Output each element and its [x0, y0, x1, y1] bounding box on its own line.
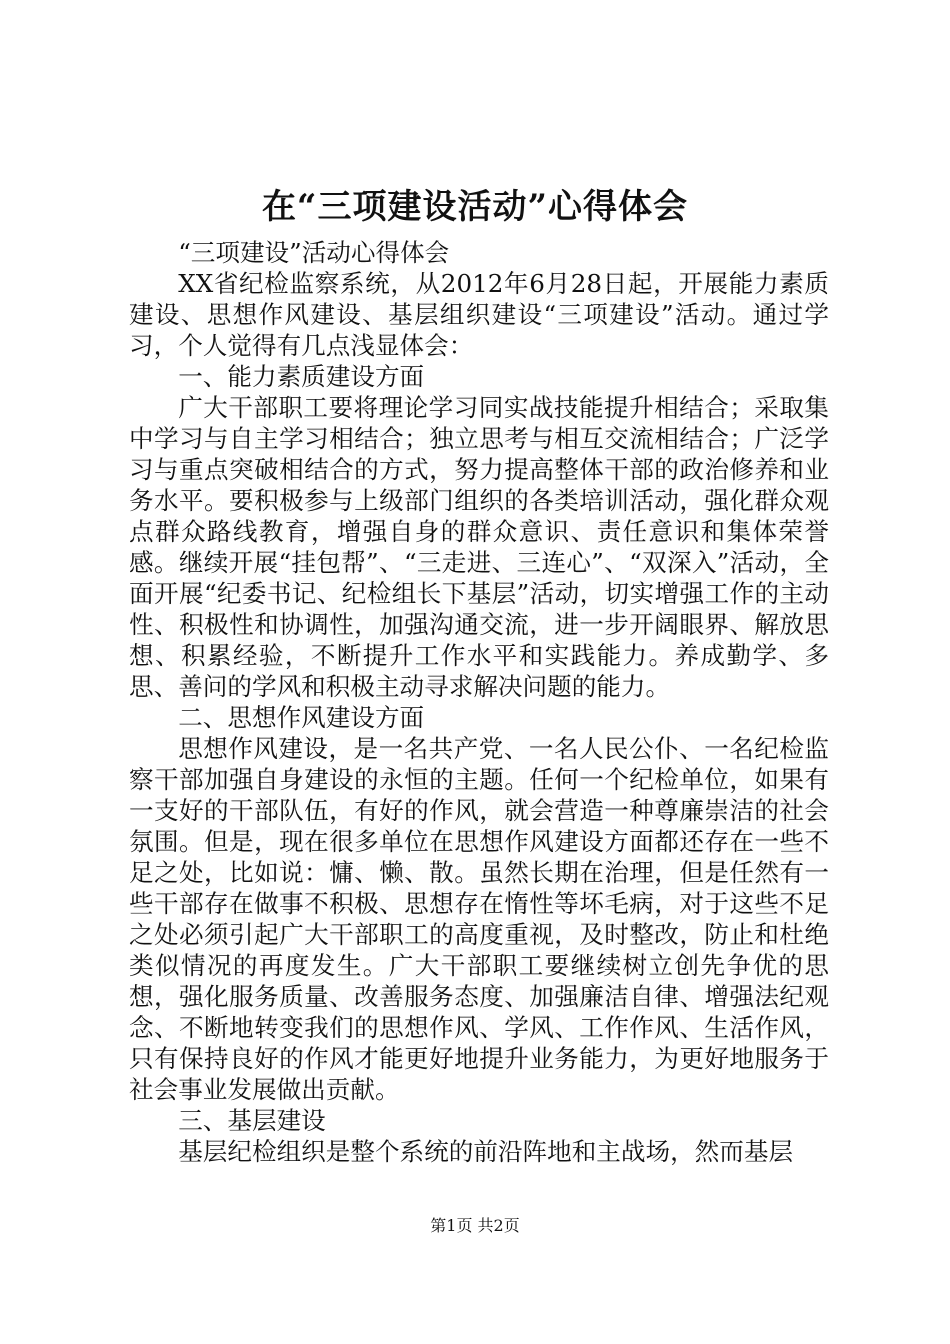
section-heading-style: 二、思想作风建设方面	[178, 703, 425, 732]
page-footer: 第1页 共2页	[430, 1216, 520, 1235]
section-heading-grassroots: 三、基层建设	[178, 1106, 326, 1135]
section-heading-ability: 一、能力素质建设方面	[178, 362, 425, 391]
subtitle-paragraph: “三项建设”活动心得体会	[178, 238, 450, 267]
intro-paragraph: XX省纪检监察系统，从2012年6月28日起，开展能力素质建设、思想作风建设、基层组织建设“三项建设”活动。通过学习，个人觉得有几点浅显体会：	[129, 269, 829, 360]
document-body	[129, 237, 829, 1167]
grassroots-paragraph: 基层纪检组织是整个系统的前沿阵地和主战场，然而基层	[178, 1137, 794, 1166]
document-title: 在“三项建设活动”心得体会	[261, 187, 689, 227]
ability-paragraph: 广大干部职工要将理论学习同实战技能提升相结合；采取集中学习与自主学习相结合；独立思考与相互交流相结合；广泛学习与重点突破相结合的方式，努力提高整体干部的政治修养和业务水平。要积极参与上级部门组织的各类培训活动，强化群众观点群众路线教育，增强自身的群众意识、责任意识和集体荣誉感。继续开展“挂包帮”、“三走进、三连心”、“双深入”活动，全面开展“纪委书记、纪检组长下基层”活动，切实增强工作的主动性、积极性和协调性，加强沟通交流，进一步开阔眼界、解放思想、积累经验，不断提升工作水平和实践能力。养成勤学、多思、善问的学风和积极主动寻求解决问题的能力。	[129, 393, 829, 701]
style-paragraph: 思想作风建设，是一名共产党、一名人民公仆、一名纪检监察干部加强自身建设的永恒的主题。任何一个纪检单位，如果有一支好的干部队伍，有好的作风，就会营造一种尊廉崇洁的社会氛围。但是，现在很多单位在思想作风建设方面都还存在一些不足之处，比如说：慵、懒、散。虽然长期在治理，但是任然有一些干部存在做事不积极、思想存在惰性等坏毛病，对于这些不足之处必须引起广大干部职工的高度重视，及时整改，防止和杜绝类似情况的再度发生。广大干部职工要继续树立创先争优的思想，强化服务质量、改善服务态度、加强廉洁自律、增强法纪观念、不断地转变我们的思想作风、学风、工作作风、生活作风，只有保持良好的作风才能更好地提升业务能力，为更好地服务于社会事业发展做出贡献。	[129, 734, 829, 1104]
